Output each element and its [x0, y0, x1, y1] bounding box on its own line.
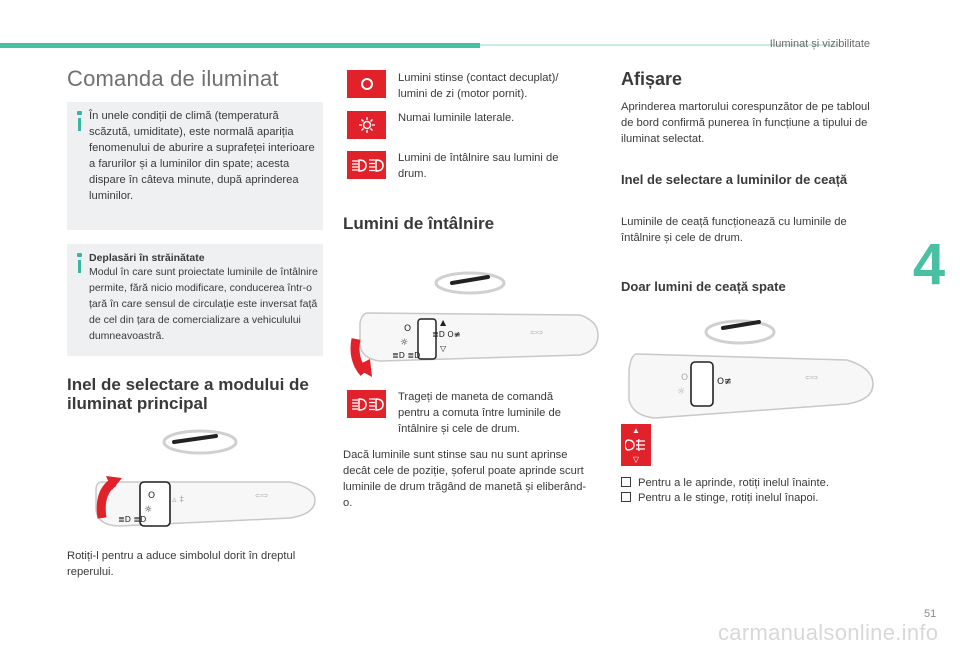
illustration-stalk-dipped	[340, 255, 602, 380]
svg-text:O≢: O≢	[717, 377, 732, 387]
section-title-fog-ring: Inel de selectare a luminilor de ceață	[621, 172, 848, 187]
page-title: Comanda de iluminat	[67, 66, 279, 91]
item-sidelights: Numai luminile laterale.	[398, 112, 515, 124]
arrow-down-icon: ▽	[632, 455, 640, 464]
info-icon-bar	[78, 260, 81, 273]
bullet-square-icon	[621, 492, 631, 502]
svg-text:▵ ‡: ▵ ‡	[172, 495, 184, 505]
illustration-stalk-fog	[615, 310, 877, 428]
svg-text:⇦⇨: ⇦⇨	[530, 328, 544, 337]
bullet-turn-on	[621, 475, 879, 491]
svg-text:▽: ▽	[440, 344, 447, 353]
svg-text:⇦⇨: ⇦⇨	[255, 491, 269, 500]
headlights-icon	[350, 396, 384, 412]
stalk-icon	[96, 476, 315, 526]
svg-text:O: O	[404, 324, 412, 334]
stalk-icon	[629, 354, 873, 418]
svg-text:☼: ☼	[400, 338, 409, 348]
note-fogging-text: În unele condiții de climă (temperatură scăzută, umiditate), este normală apariția fenomenului de aburire a suprafeței interioare a farurilor și a luminilor din spate; acesta dispare în câteva minute, după aprinderea luminilor.	[89, 110, 315, 202]
bullet-turn-off-text: Pentru a le stinge, rotiți inelul înapoi.	[638, 492, 819, 504]
svg-text:O: O	[148, 491, 156, 501]
arrow-up-icon: ▲	[632, 426, 640, 435]
display-text: Aprinderea martorului corespunzător de pe tabloul de bord confirmă punerea în funcțiune a tipului de iluminat selectat.	[621, 101, 870, 145]
ring-caption: Rotiți-l pentru a aduce simbolul dorit în dreptul reperului.	[67, 550, 296, 578]
info-note-abroad	[67, 244, 323, 356]
note-abroad-title: Deplasări în străinătate	[89, 252, 205, 264]
svg-text:⇦⇨: ⇦⇨	[805, 373, 819, 382]
bullet-square-icon	[621, 477, 631, 487]
section-title-display: Afișare	[621, 69, 683, 89]
illustration-stalk-main	[80, 420, 320, 540]
svg-text:☼: ☼	[677, 387, 686, 397]
flash-paragraph: Dacă luminile sunt stinse sau nu sunt aprinse decât cele de poziție, șoferul poate aprinde scurt luminile de drum trăgând de manetă și eliberând-o.	[343, 449, 587, 509]
note-abroad-text: Modul în care sunt proiectate luminile de întâlnire permite, fără nicio modificare, conducerea într-o țară în care sensul de circulație este inversat față de cel din țara de comercializare a vehiculului dumneavoastră.	[89, 266, 318, 342]
sidelights-icon-box	[347, 111, 386, 139]
steering-wheel-icon	[436, 273, 504, 293]
headlights-icon	[350, 157, 384, 173]
headlights-icon-box-2	[347, 390, 386, 418]
rear-fog-icon-box	[621, 424, 651, 466]
rear-fog-icon	[625, 438, 647, 452]
steering-wheel-icon	[706, 321, 774, 343]
off-icon	[360, 77, 374, 91]
info-note-fogging	[67, 102, 323, 230]
chapter-number: 4	[912, 232, 946, 297]
page-number: 51	[924, 608, 937, 620]
section-title-rear-fog: Doar lumini de ceață spate	[621, 279, 786, 294]
info-icon-dot	[77, 111, 82, 115]
sidelights-icon	[358, 116, 376, 134]
svg-text:☼: ☼	[144, 505, 153, 515]
info-icon-dot	[77, 253, 82, 257]
off-icon-box	[347, 70, 386, 98]
bullet-turn-off	[621, 490, 879, 506]
svg-text:≣D O≢: ≣D O≢	[432, 330, 461, 339]
fog-ring-text: Luminile de ceață funcționează cu luminile de întâlnire și cele de drum.	[621, 216, 847, 244]
bullet-turn-on-text: Pentru a le aprinde, rotiți inelul înainte.	[638, 477, 829, 489]
headlights-icon-box	[347, 151, 386, 179]
section-title-main-lighting: Inel de selectare a modului de iluminat principal	[67, 375, 309, 413]
svg-text:O: O	[681, 373, 689, 383]
section-header: Iluminat și vizibilitate	[769, 38, 870, 50]
item-lights-off: Lumini stinse (contact decuplat)/ lumini de zi (motor pornit).	[398, 72, 559, 100]
svg-text:▲: ▲	[440, 318, 447, 327]
stalk-icon	[354, 313, 598, 377]
steering-wheel-icon	[164, 431, 236, 453]
item-headlights: Lumini de întâlnire sau lumini de drum.	[398, 152, 559, 180]
item-pull-stalk: Trageți de maneta de comandă pentru a comuta între luminile de întâlnire și cele de drum.	[398, 391, 561, 435]
svg-text:≣D ≣D: ≣D ≣D	[118, 515, 147, 524]
header-accent-bar	[0, 43, 480, 48]
info-icon-bar	[78, 118, 81, 131]
footer-watermark: carmanualsonline.info	[718, 620, 939, 645]
section-title-dipped-beam: Lumini de întâlnire	[343, 214, 495, 233]
svg-text:≣D ≣D: ≣D ≣D	[392, 351, 421, 360]
